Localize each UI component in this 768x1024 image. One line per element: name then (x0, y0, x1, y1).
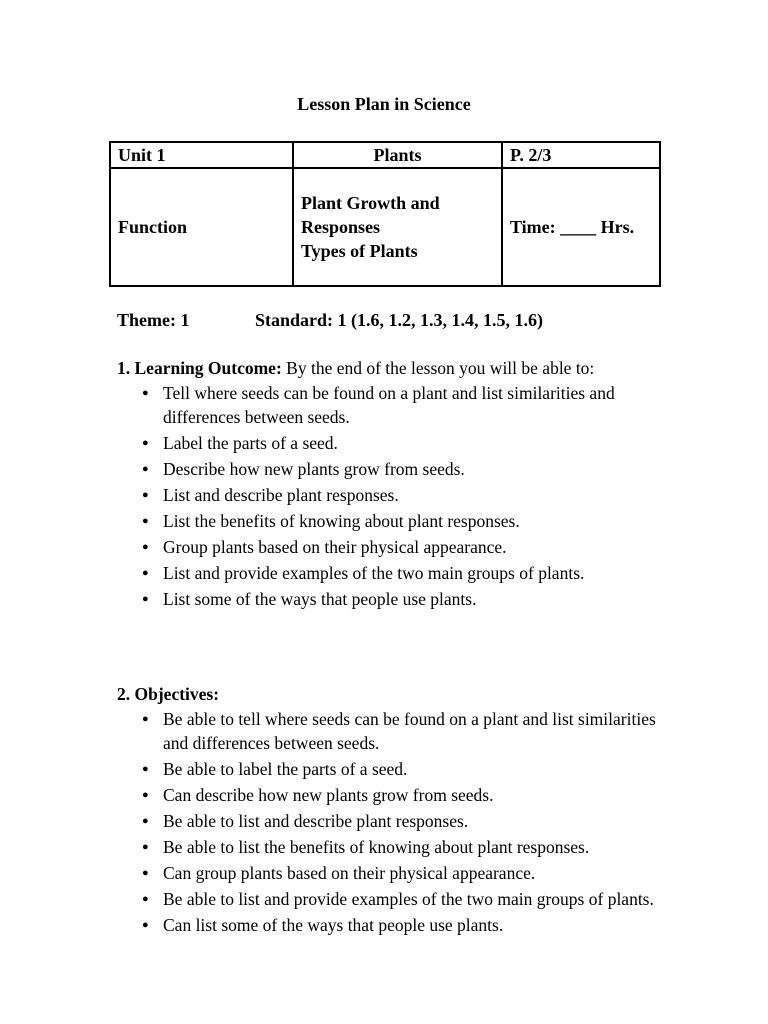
page-cell: P. 2/3 (502, 142, 660, 168)
unit-cell: Unit 1 (110, 142, 293, 168)
theme-label: Theme: 1 (117, 310, 190, 330)
list-item: ● Can describe how new plants grow from seeds. (163, 783, 657, 807)
list-item: ● List and provide examples of the two main groups of plants. (163, 561, 657, 585)
topic-line: Types of Plants (301, 241, 418, 261)
time-cell: Time: ____ Hrs. (502, 168, 660, 286)
learning-outcome-intro (117, 356, 657, 380)
list-item: ● Be able to label the parts of a seed. (163, 757, 657, 781)
standard-label: Standard: 1 (1.6, 1.2, 1.3, 1.4, 1.5, 1.6) (255, 310, 544, 330)
learning-outcome-list (117, 381, 657, 611)
objectives-heading: 2. Objectives: (117, 684, 220, 704)
lesson-info-table (109, 141, 661, 287)
table-row (110, 142, 660, 168)
page-title: Lesson Plan in Science (297, 94, 471, 114)
list-item: ● Be able to list and provide examples of the two main groups of plants. (163, 887, 657, 911)
topic-line: Responses (301, 217, 381, 237)
learning-outcome-heading: 1. Learning Outcome: (117, 358, 282, 378)
list-item: ● Be able to list the benefits of knowing about plant responses. (163, 835, 657, 859)
objectives-section (117, 682, 657, 939)
function-cell: Function (110, 168, 293, 286)
list-item: ● Can group plants based on their physical appearance. (163, 861, 657, 885)
list-item: ● List some of the ways that people use plants. (163, 587, 657, 611)
learning-outcome-text: By the end of the lesson you will be able to: (281, 358, 595, 378)
list-item: ● Group plants based on their physical appearance. (163, 535, 657, 559)
list-item: ● Tell where seeds can be found on a plant and list similarities and differences between seeds. (163, 381, 657, 429)
list-item: ● Be able to list and describe plant responses. (163, 809, 657, 833)
list-item: ● Be able to tell where seeds can be found on a plant and list similarities and differences between seeds. (163, 707, 657, 755)
subject-cell: Plants (293, 142, 502, 168)
list-item: ● Describe how new plants grow from seeds. (163, 457, 657, 481)
topic-cell (293, 168, 502, 286)
table-row (110, 168, 660, 286)
objectives-list (117, 707, 657, 937)
list-item: ● Label the parts of a seed. (163, 431, 657, 455)
list-item: ● Can list some of the ways that people use plants. (163, 913, 657, 937)
list-item: ● List the benefits of knowing about plant responses. (163, 509, 657, 533)
topic-line: Plant Growth and (301, 193, 440, 213)
list-item: ● List and describe plant responses. (163, 483, 657, 507)
learning-outcome-section (117, 356, 657, 613)
objectives-intro (117, 682, 657, 706)
theme-standard-line (117, 310, 544, 331)
